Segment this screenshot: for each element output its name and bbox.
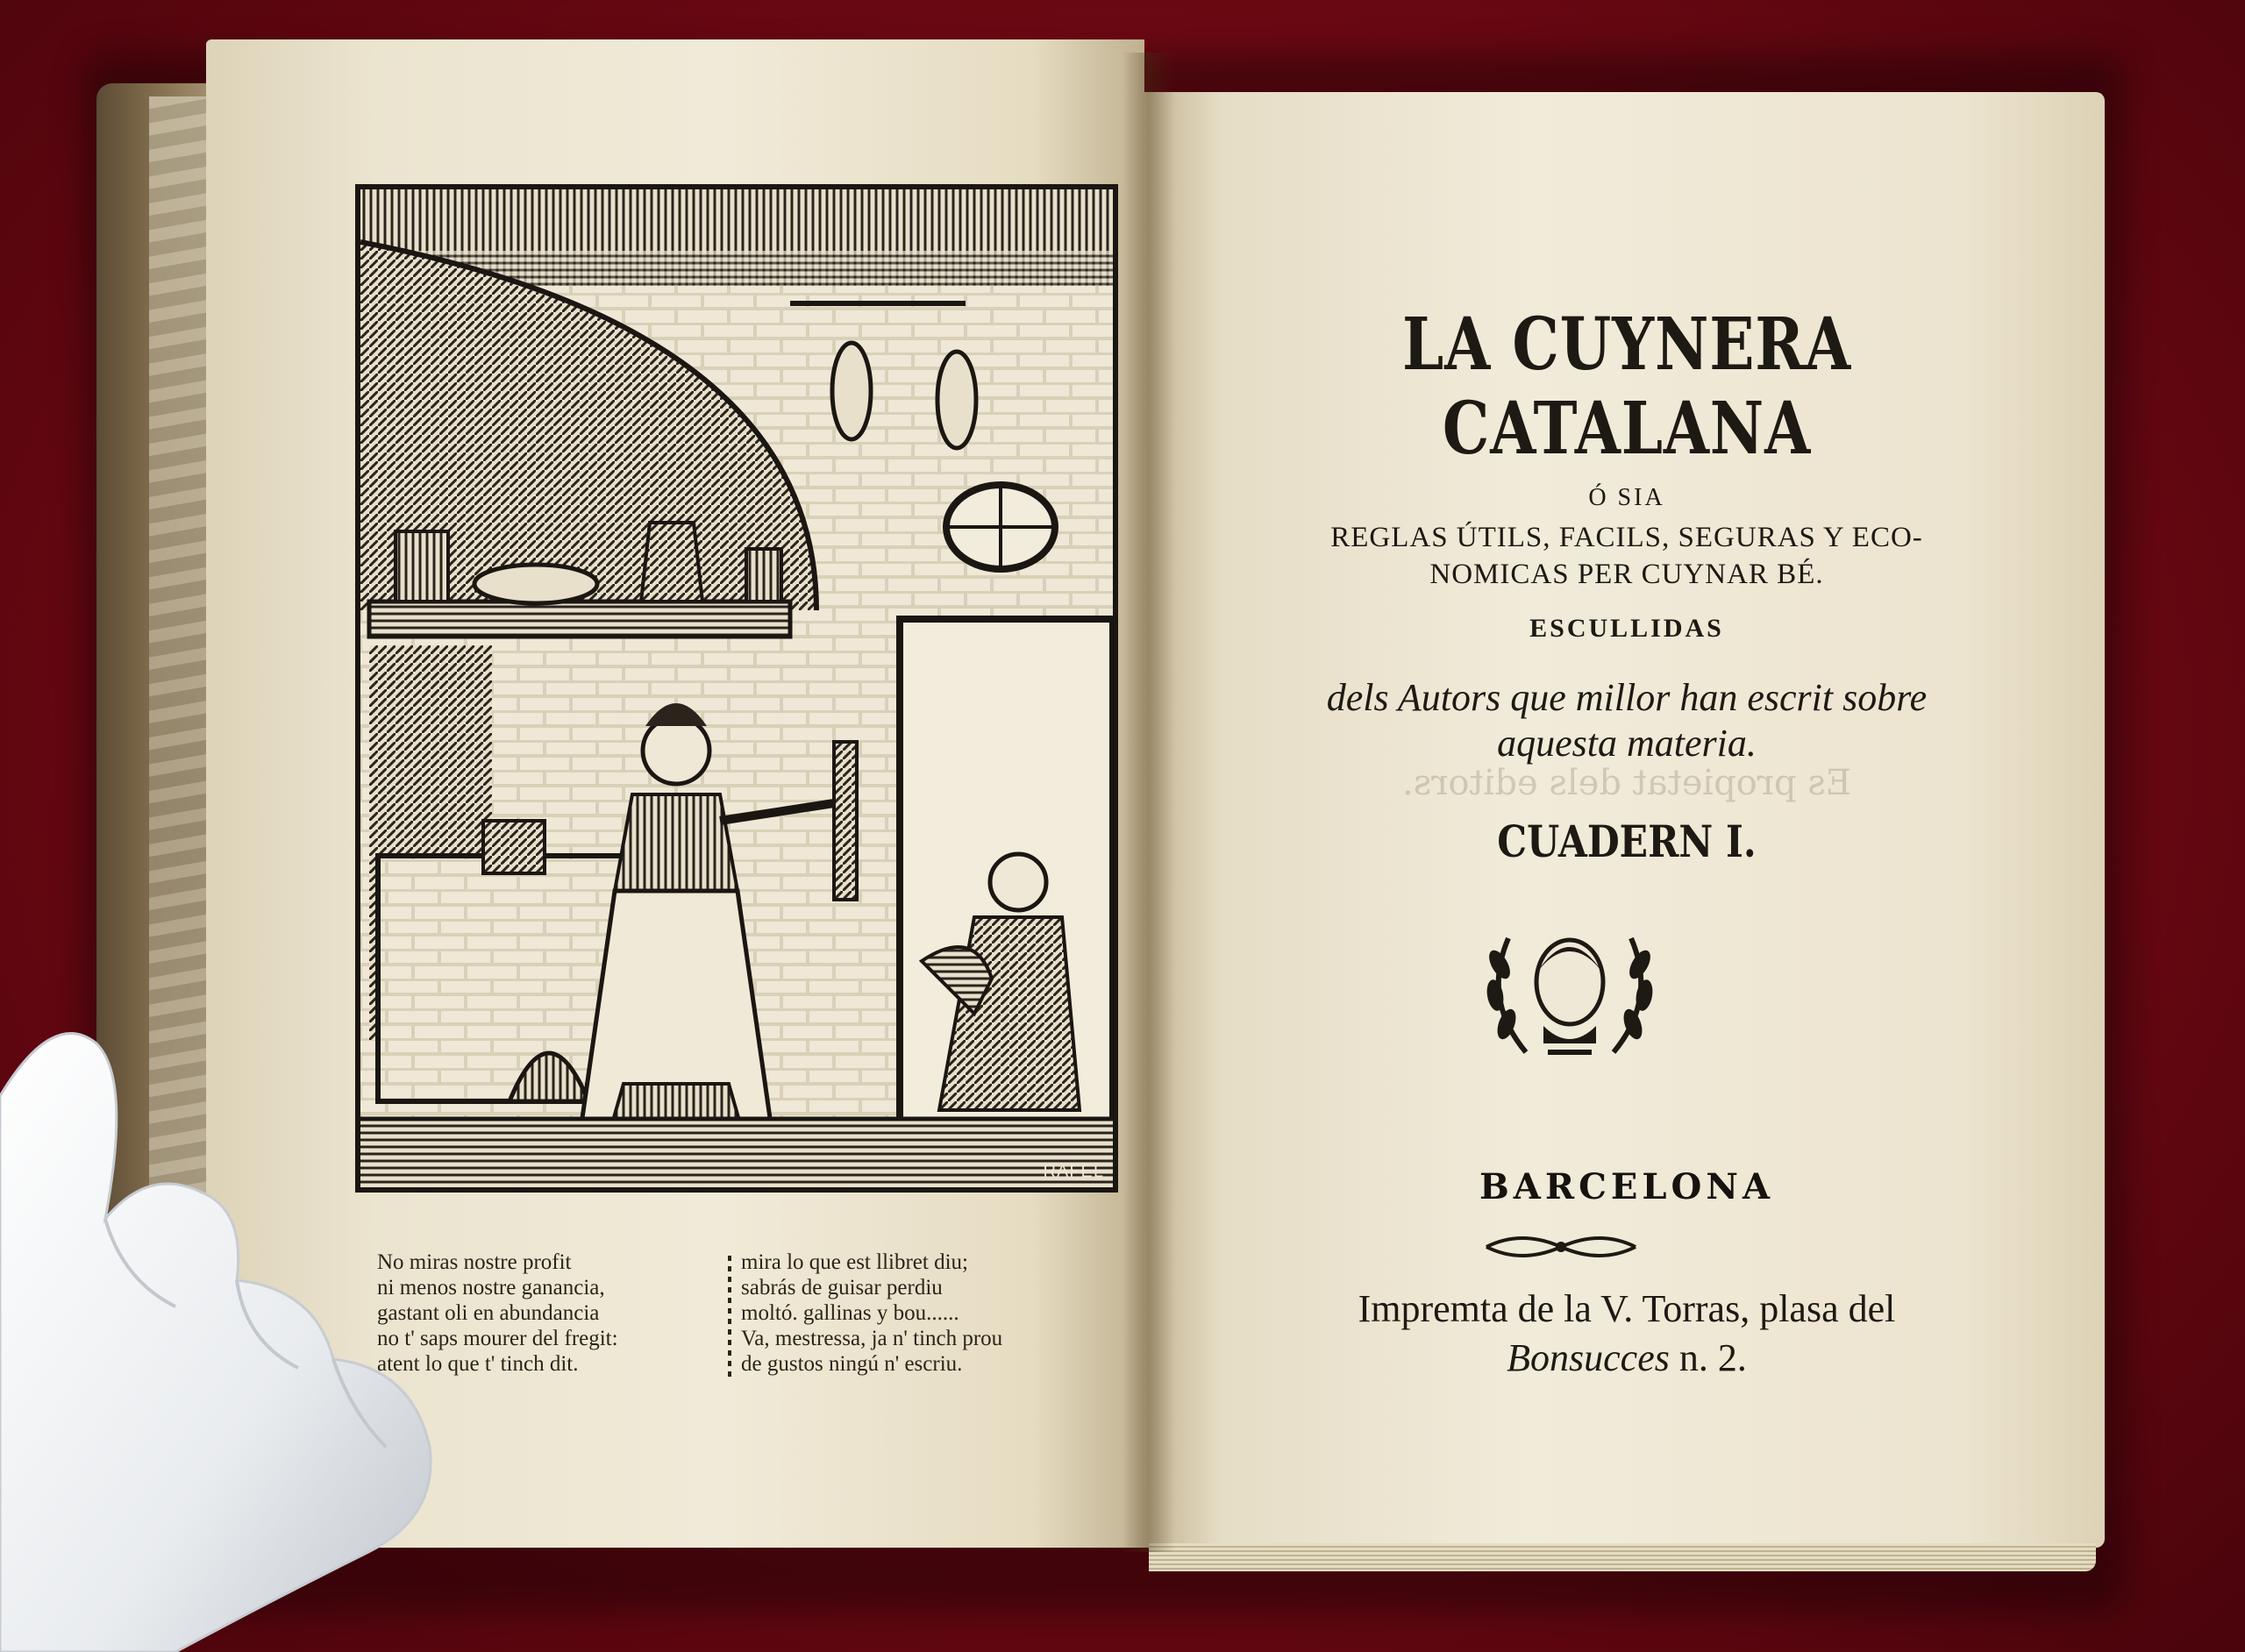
show-through-text: Es propietat dels editors. [1402, 763, 1851, 803]
verse-line: mira lo que est llibret diu; [741, 1250, 968, 1274]
verse-divider [728, 1256, 731, 1378]
book-title: LA CUYNERA CATALANA [1402, 303, 1851, 471]
right-page-stack [1149, 1543, 2096, 1571]
verse-line: ni menos nostre ganancia, [377, 1276, 605, 1300]
title-conjunction: Ó SIA [1588, 484, 1665, 511]
volume-label: CUADERN I. [1497, 815, 1757, 867]
imprint-line: Impremta de la V. Torras, plasa del [1358, 1287, 1896, 1330]
subtitle-line: REGLAS ÚTILS, FACILS, SEGURAS Y ECO- [1330, 522, 1923, 553]
imprint-line [1166, 1334, 2087, 1383]
verse-line: atent lo que t' tinch dit. [377, 1352, 579, 1376]
kitchen-woodcut-illustration [355, 184, 1118, 1193]
printer-imprint [1166, 1285, 2087, 1383]
authors-line: dels Autors que millor han escrit sobre [1326, 676, 1928, 719]
typographic-ornament [1482, 1228, 1640, 1266]
authors-line: aquesta materia. [1497, 722, 1757, 765]
verse-line: no t' saps mourer del fregit: [377, 1327, 618, 1350]
verse-line: No miras nostre profit [377, 1250, 572, 1274]
verse-line: moltó. gallinas y bou...... [741, 1301, 959, 1325]
book-subtitle [1166, 519, 2087, 593]
verse-line: de gustos ningú n' escriu. [741, 1352, 963, 1376]
woodcut-drawing [360, 189, 1113, 1187]
laurel-portrait-vignette [1473, 912, 1666, 1070]
white-glove-hand [0, 991, 456, 1652]
subtitle-line: NOMICAS PER CUYNAR BÉ. [1429, 559, 1824, 590]
verse-line: gastant oli en abundancia [377, 1301, 600, 1325]
verse-line: Va, mestressa, ja n' tinch prou [741, 1327, 1003, 1350]
imprint-street: Bonsucces [1507, 1336, 1670, 1379]
imprint-number: n. 2. [1669, 1336, 1747, 1379]
authors-statement [1166, 675, 2087, 766]
escullidas-label: ESCULLIDAS [1529, 614, 1724, 643]
verse-line: sabrás de guisar perdiu [741, 1276, 943, 1300]
woodcut-signature: RAFEL [1043, 1162, 1104, 1181]
verse-right-column [741, 1250, 1002, 1377]
imprint-city: BARCELONA [1479, 1166, 1774, 1207]
